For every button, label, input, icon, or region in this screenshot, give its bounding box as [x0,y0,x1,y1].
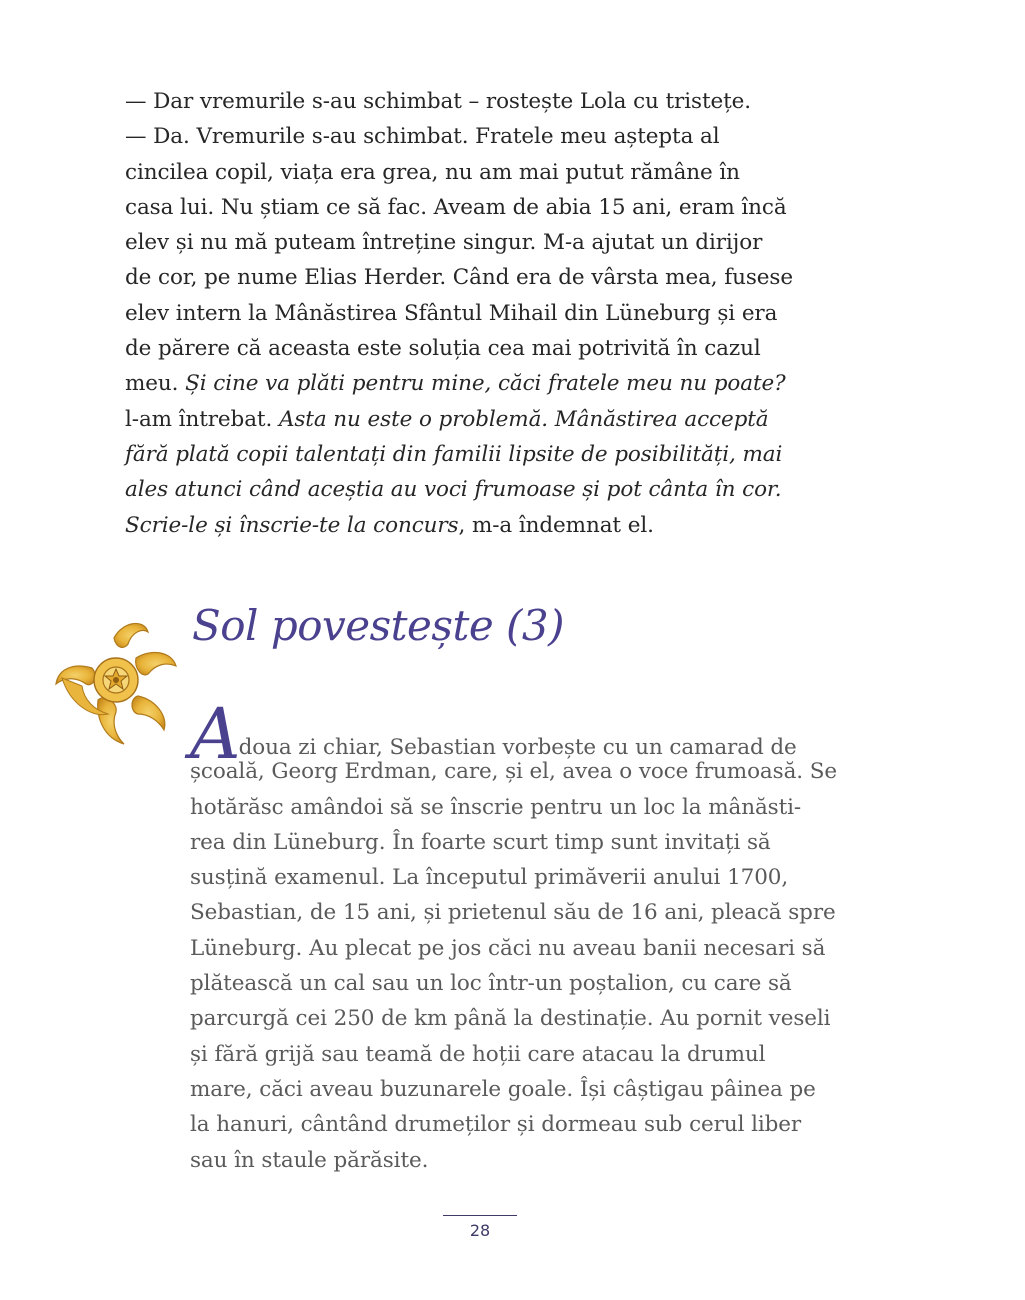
text-line [190,966,837,1001]
text-segment: la hanuri, cântând drumeților și dormeau sub cerul liber [190,1112,802,1138]
text-segment: școală, Georg Erdman, care, și el, avea o voce frumoasă. Se [190,759,838,785]
text-line [125,260,793,295]
text-line [190,1072,837,1107]
text-line [125,437,793,472]
text-line [190,754,837,789]
text-segment: elev intern la Mânăstirea Sfântul Mihail din Lüneburg și era [125,300,778,326]
text-line [125,402,793,437]
text-line [190,1107,837,1142]
page-number: 28 [469,1221,491,1240]
text-line [125,190,793,225]
text-segment: de părere că aceasta este soluția cea mai potrivită în cazul [125,336,761,362]
text-segment: l-am întrebat. [125,406,279,432]
italic-text-segment: Asta nu este o problemă. Mânăstirea acceptă [278,406,769,432]
text-segment: cincilea copil, viața era grea, nu am mai putut rămâne în [125,159,740,185]
text-line [190,1143,837,1178]
text-line [125,366,793,401]
text-line [125,155,793,190]
italic-text-segment: ales atunci când aceștia au voci frumoase și pot cânta în cor. [125,477,782,503]
text-segment: sau în staule părăsite. [190,1147,429,1173]
text-segment: hotărăsc amândoi să se înscrie pentru un loc la mânăsti- [190,794,802,820]
text-segment: meu. [125,371,186,397]
text-segment: mare, căci aveau buzunarele goale. Își câștigau pâinea pe [190,1076,816,1102]
text-segment: Lüneburg. Au plecat pe jos căci nu aveau banii necesari să [190,935,826,961]
text-segment: de cor, pe nume Elias Herder. Când era de vârsta mea, fusese [125,265,793,291]
page-number-rule [443,1215,517,1216]
text-line [125,508,793,543]
italic-text-segment: fără plată copii talentați din familii lipsite de posibilități, mai [125,441,783,467]
italic-text-segment: Scrie-le și înscrie-te la concurs [125,512,459,538]
text-segment: doua zi chiar, Sebastian vorbește cu un camarad de [238,735,797,760]
text-line [125,225,793,260]
text-segment: casa lui. Nu știam ce să fac. Aveam de abia 15 ani, eram încă [125,194,787,220]
text-line [190,931,837,966]
text-segment: — Dar vremurile s-au schimbat – rostește Lola cu tristețe. [125,89,752,114]
text-segment: plătească un cal sau un loc într-un poștalion, cu care să [190,971,792,997]
text-segment: susțină examenul. La începutul primăverii anului 1700, [190,865,789,891]
text-line [125,119,793,154]
text-segment: și fără grijă sau teamă de hoții care atacau la drumul [190,1041,766,1067]
text-segment: parcurgă cei 250 de km până la destinație. Au pornit veseli [190,1006,831,1032]
text-line [190,895,837,930]
text-segment: Sebastian, de 15 ani, și prietenul său de 16 ani, pleacă spre [190,900,836,926]
italic-text-segment: Și cine va plăti pentru mine, căci fratele meu nu poate? [185,371,786,397]
text-line [190,860,837,895]
section-heading: Sol povestește (3) [192,601,565,650]
text-line [125,84,793,119]
text-line [125,296,793,331]
text-line [125,472,793,507]
dialogue-paragraph [125,84,793,543]
text-segment: , m-a îndemnat el. [458,512,654,538]
text-line [190,825,837,860]
text-line [190,790,837,825]
text-segment: rea din Lüneburg. În foarte scurt timp sunt invitați să [190,829,771,855]
text-segment: elev și nu mă puteam întreține singur. M-a ajutat un dirijor [125,230,763,256]
text-line [190,1001,837,1036]
golden-flower-ornament-icon [52,618,180,750]
text-line [125,331,793,366]
text-line [190,1037,837,1072]
section-paragraph [190,693,838,1178]
drop-cap: A [190,693,237,775]
text-segment: — Da. Vremurile s-au schimbat. Fratele meu aștepta al [125,124,720,150]
